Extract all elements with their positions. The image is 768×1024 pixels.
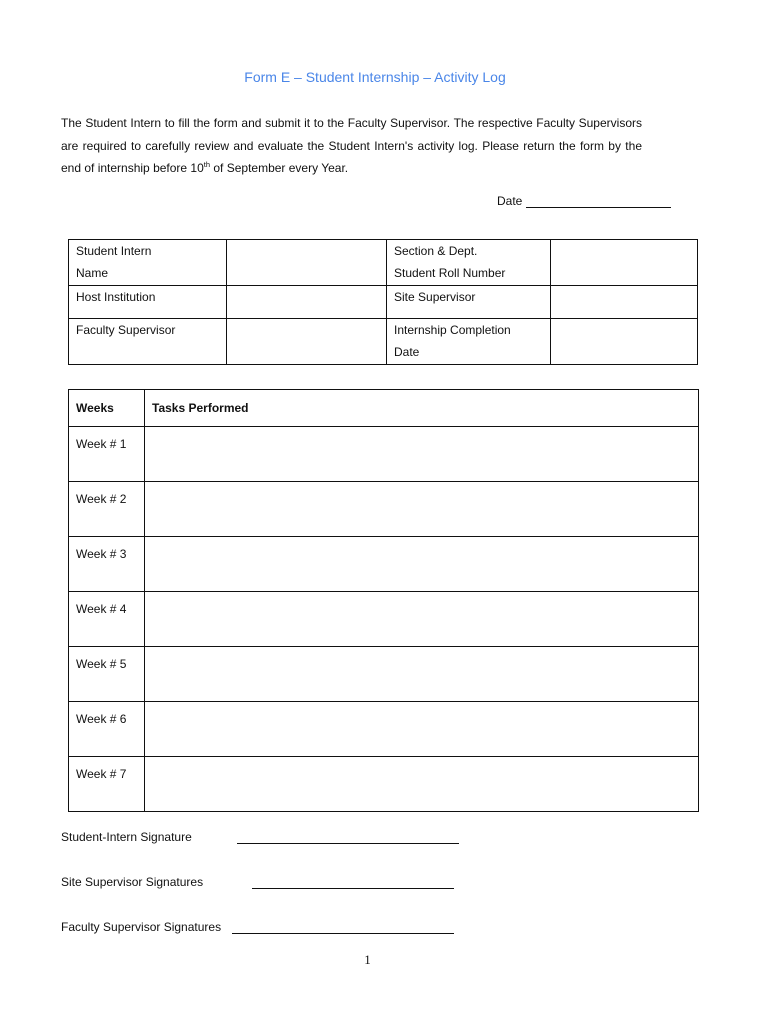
tasks-field[interactable] <box>145 702 699 757</box>
table-row <box>69 757 699 812</box>
table-row <box>69 537 699 592</box>
tasks-field[interactable] <box>145 592 699 647</box>
label-line: Section & Dept. <box>394 244 478 258</box>
host-institution-label: Host Institution <box>69 286 227 319</box>
site-supervisor-signature-field[interactable] <box>252 874 454 889</box>
completion-date-field[interactable] <box>551 319 698 365</box>
tasks-header: Tasks Performed <box>145 390 699 427</box>
table-row <box>69 592 699 647</box>
site-supervisor-label: Site Supervisor <box>387 286 551 319</box>
form-title: Form E – Student Internship – Activity Log <box>244 69 506 85</box>
student-intern-signature-row <box>61 829 459 844</box>
info-row <box>69 286 698 319</box>
section-roll-label <box>387 240 551 286</box>
ordinal-suffix: th <box>203 160 211 169</box>
faculty-supervisor-label: Faculty Supervisor <box>69 319 227 365</box>
student-intern-signature-field[interactable] <box>237 829 459 844</box>
tasks-field[interactable] <box>145 427 699 482</box>
week-label: Week # 5 <box>69 647 145 702</box>
table-row <box>69 647 699 702</box>
tasks-field[interactable] <box>145 647 699 702</box>
student-intern-name-field[interactable] <box>227 240 387 286</box>
student-intern-name-label <box>69 240 227 286</box>
date-row <box>497 193 671 208</box>
info-row <box>69 319 698 365</box>
section-roll-field[interactable] <box>551 240 698 286</box>
site-supervisor-signature-row <box>61 874 454 889</box>
label-line: Student Intern <box>76 244 152 258</box>
host-institution-field[interactable] <box>227 286 387 319</box>
log-header-row <box>69 390 699 427</box>
table-row <box>69 702 699 757</box>
activity-log-table <box>68 389 699 812</box>
label-line: Internship Completion <box>394 323 511 337</box>
site-supervisor-field[interactable] <box>551 286 698 319</box>
week-label: Week # 4 <box>69 592 145 647</box>
weeks-header: Weeks <box>69 390 145 427</box>
tasks-field[interactable] <box>145 537 699 592</box>
tasks-field[interactable] <box>145 482 699 537</box>
table-row <box>69 482 699 537</box>
student-intern-signature-label: Student-Intern Signature <box>61 830 192 844</box>
table-row <box>69 427 699 482</box>
week-label: Week # 6 <box>69 702 145 757</box>
instructions-paragraph <box>61 112 642 180</box>
student-info-table <box>68 239 698 365</box>
date-label: Date <box>497 194 523 208</box>
label-line: Date <box>394 345 420 359</box>
faculty-supervisor-signature-label: Faculty Supervisor Signatures <box>61 920 222 934</box>
faculty-supervisor-signature-row <box>61 919 454 934</box>
page-number: 1 <box>364 952 371 967</box>
tasks-field[interactable] <box>145 757 699 812</box>
faculty-supervisor-field[interactable] <box>227 319 387 365</box>
instructions-text-end: of September every Year. <box>210 161 349 175</box>
completion-date-label <box>387 319 551 365</box>
info-row <box>69 240 698 286</box>
label-line: Student Roll Number <box>394 266 506 280</box>
site-supervisor-signature-label: Site Supervisor Signatures <box>61 875 204 889</box>
week-label: Week # 3 <box>69 537 145 592</box>
week-label: Week # 1 <box>69 427 145 482</box>
instructions-text: The Student Intern to fill the form and submit it to the Faculty Supervisor. The respective Faculty Supervisors are required to carefully review and evaluate the Student Intern's activity log. Please return the form by the end of internship before 10 <box>61 116 642 175</box>
label-line: Name <box>76 266 109 280</box>
week-label: Week # 2 <box>69 482 145 537</box>
date-field[interactable] <box>526 193 671 208</box>
faculty-supervisor-signature-field[interactable] <box>232 919 454 934</box>
week-label: Week # 7 <box>69 757 145 812</box>
